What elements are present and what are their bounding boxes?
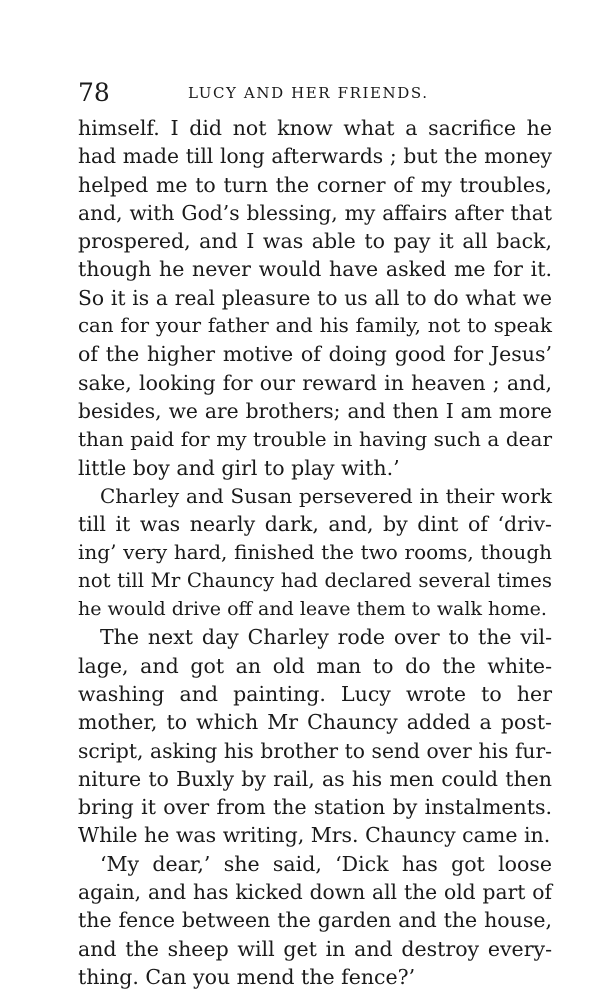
text-line: niture to Buxly by rail, as his men could then [78,766,552,791]
text-line: bring it over from the station by instalments. [78,795,552,820]
text-line: not till Mr Chauncy had declared several times [78,568,552,592]
text-line: washing and painting. Lucy wrote to her [78,681,552,706]
text-line: ing’ very hard, finished the two rooms, though [78,540,552,565]
text-line: had made till long afterwards ; but the money [78,144,552,169]
text-line: sake, looking for our reward in heaven ; and, [78,370,552,395]
running-head: LUCY AND HER FRIENDS. [188,84,429,102]
text-line: mother, to which Mr Chauncy added a post- [78,710,552,735]
text-line: can for your father and his family, not to speak [78,314,552,338]
text-line: though he never would have asked me for it. [78,257,552,282]
text-line: Charley and Susan persevered in their work [100,483,552,508]
text-line: thing. Can you mend the fence?’ [78,964,416,989]
text-line: While he was writing, Mrs. Chauncy came in. [78,823,551,848]
text-line: little boy and girl to play with.’ [78,455,400,480]
text-line: script, asking his brother to send over his fur- [78,738,552,763]
text-line: of the higher motive of doing good for Jesus’ [78,342,552,367]
page-header [78,78,552,108]
text-line: helped me to turn the corner of my troubles, [78,172,552,197]
text-line: he would drive off and leave them to walk home. [78,598,547,621]
text-line: and the sheep will get in and destroy every- [78,936,552,961]
text-line: besides, we are brothers; and then I am more [78,398,552,423]
body-text [78,114,552,991]
text-line: prospered, and I was able to pay it all back, [78,229,552,254]
text-line: lage, and got an old man to do the white- [78,653,552,678]
text-line: So it is a real pleasure to us all to do what we [78,285,552,310]
text-line: and, with God’s blessing, my affairs after that [78,200,552,225]
text-line: The next day Charley rode over to the vil- [100,625,552,650]
text-line: again, and has kicked down all the old part of [78,880,552,905]
text-line: ‘My dear,’ she said, ‘Dick has got loose [100,851,552,876]
page-number: 78 [78,78,110,107]
text-line: himself. I did not know what a sacrifice he [78,116,552,140]
text-line: till it was nearly dark, and, by dint of ‘driv- [78,512,552,537]
text-line: than paid for my trouble in having such a dear [78,427,552,452]
text-line: the fence between the garden and the house, [78,908,552,933]
